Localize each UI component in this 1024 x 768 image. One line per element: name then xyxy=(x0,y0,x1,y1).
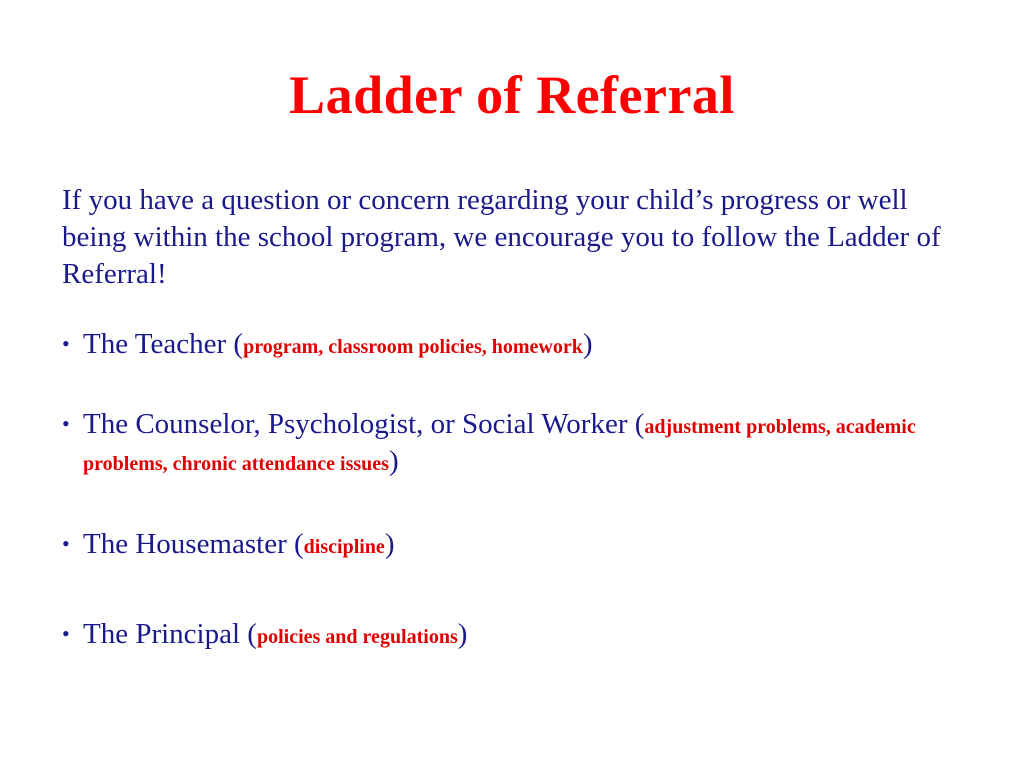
role-note: program, classroom policies, homework xyxy=(243,336,583,358)
bullet-marker: • xyxy=(62,531,70,556)
role-note: adjustment problems, academic problems, chronic attendance issues xyxy=(83,416,916,475)
slide-title: Ladder of Referral xyxy=(289,65,735,125)
list-item-counselor: • The Counselor, Psychologist, or Social Worker (adjustment problems, academic problems, chronic attendance issues) xyxy=(62,408,916,477)
bullet-marker: • xyxy=(62,621,70,646)
bullet-marker: • xyxy=(62,411,70,436)
role-label: The Housemaster xyxy=(83,528,287,560)
role-note: policies and regulations xyxy=(256,626,458,648)
role-note: discipline xyxy=(303,536,385,558)
role-label: The Counselor, Psychologist, or Social Worker xyxy=(83,408,628,440)
role-label: The Principal xyxy=(83,618,241,650)
list-item-teacher: • The Teacher (program, classroom policies, homework) xyxy=(62,328,593,360)
list-item-housemaster: • The Housemaster (discipline) xyxy=(62,528,395,560)
bullet-marker: • xyxy=(62,331,70,356)
role-label: The Teacher xyxy=(83,328,227,360)
intro-paragraph: If you have a question or concern regarding your child’s progress or well being within the school program, we encourage you to follow the Ladder of Referral! xyxy=(62,184,941,290)
list-item-principal: • The Principal (policies and regulations) xyxy=(62,618,468,650)
